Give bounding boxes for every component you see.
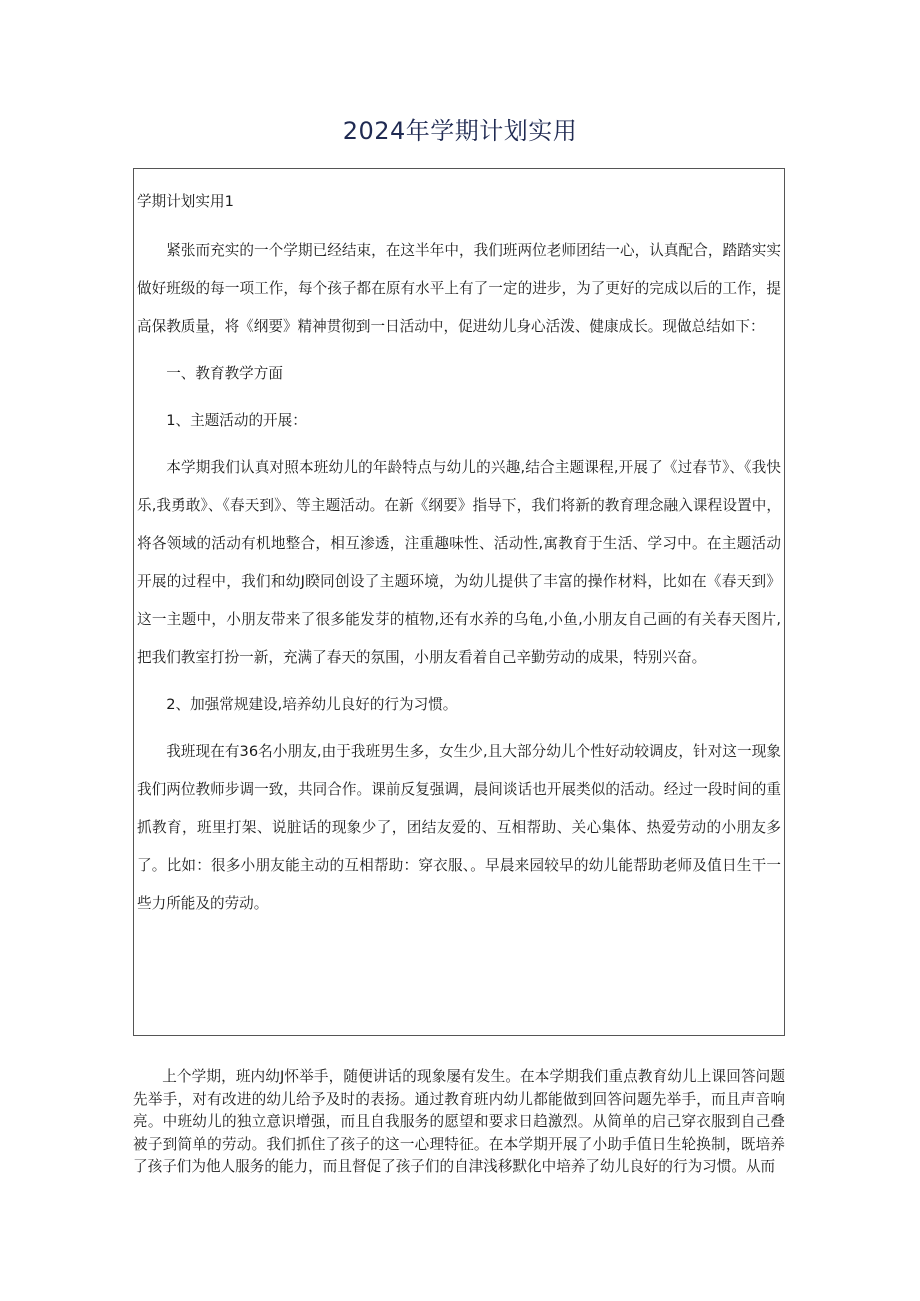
routine-paragraph: 我班现在有36名小朋友,由于我班男生多，女生少,且大部分幼儿个性好动较调皮，针对这一现象我们两位教师步调一致，共同合作。课前反复强调，晨间谈话也开展类似的活动。经过一段时间的重抓教育，班里打架、说脏话的现象少了，团结友爱的、互相帮助、关心集体、热爱劳动的小朋友多了。比如：很多小朋友能主动的互相帮助：穿衣服、。早晨来园较早的幼儿能帮助老师及值日生干一些力所能及的劳动。 — [137, 743, 781, 912]
continuation-block — [133, 1066, 785, 1179]
section-heading: 一、教育教学方面 — [166, 365, 283, 382]
theme-activity-paragraph: 本学期我们认真对照本班幼儿的年龄特点与幼儿的兴趣,结合主题课程,开展了《过春节》、《我快乐,我勇敢》、《春天到》、等主题活动。在新《纲要》指导下，我们将新的教育理念融入课程设置中，将各领域的活动有机地整合，相互渗透，注重趣味性、活动性,寓教育于生活、学习中。在主题活动开展的过程中，我们和幼J睽同创设了主题环境，为幼儿提供了丰富的操作材料，比如在《春天到》这一主题中，小朋友带来了很多能发芽的植物,还有水养的乌龟,小鱼,小朋友自己画的有关春天图片,把我们教室打扮一新，充满了春天的氛围，小朋友看着自己辛勤劳动的成果，特别兴奋。 — [137, 459, 781, 666]
subsection-heading-2: 2、加强常规建设,培养幼儿良好的行为习惯。 — [166, 696, 458, 713]
continuation-paragraph: 上个学期，班内幼J怀举手，随便讲话的现象屡有发生。在本学期我们重点教育幼儿上课回答问题先举手，对有改进的幼儿给予及时的表扬。通过教育班内幼儿都能做到回答问题先举手，而且声音响亮。中班幼儿的独立意识增强，而且自我服务的愿望和要求日趋激烈。从简单的启己穿衣服到自己叠被子到简单的劳动。我们抓住了孩子的这一心理特征。在本学期开展了小助手值日生轮换制，既培养了孩子们为他人服务的能力，而且督促了孩子们的自津浅移默化中培养了幼儿良好的行为习惯。从而 — [133, 1068, 785, 1176]
box-heading: 学期计划实用1 — [137, 193, 234, 210]
subsection-heading-1: 1、主题活动的开展： — [166, 412, 307, 429]
content-box — [133, 168, 785, 1036]
intro-paragraph: 紧张而充实的一个学期已经结束，在这半年中，我们班两位老师团结一心，认真配合，踏踏实实做好班级的每一项工作，每个孩子都在原有水平上有了一定的进步，为了更好的完成以后的工作，提高保教质量，将《纲要》精神贯彻到一日活动中，促进幼儿身心活泼、健康成长。现做总结如下： — [137, 242, 781, 335]
document-title: 2024年学期计划实用 — [342, 117, 578, 145]
